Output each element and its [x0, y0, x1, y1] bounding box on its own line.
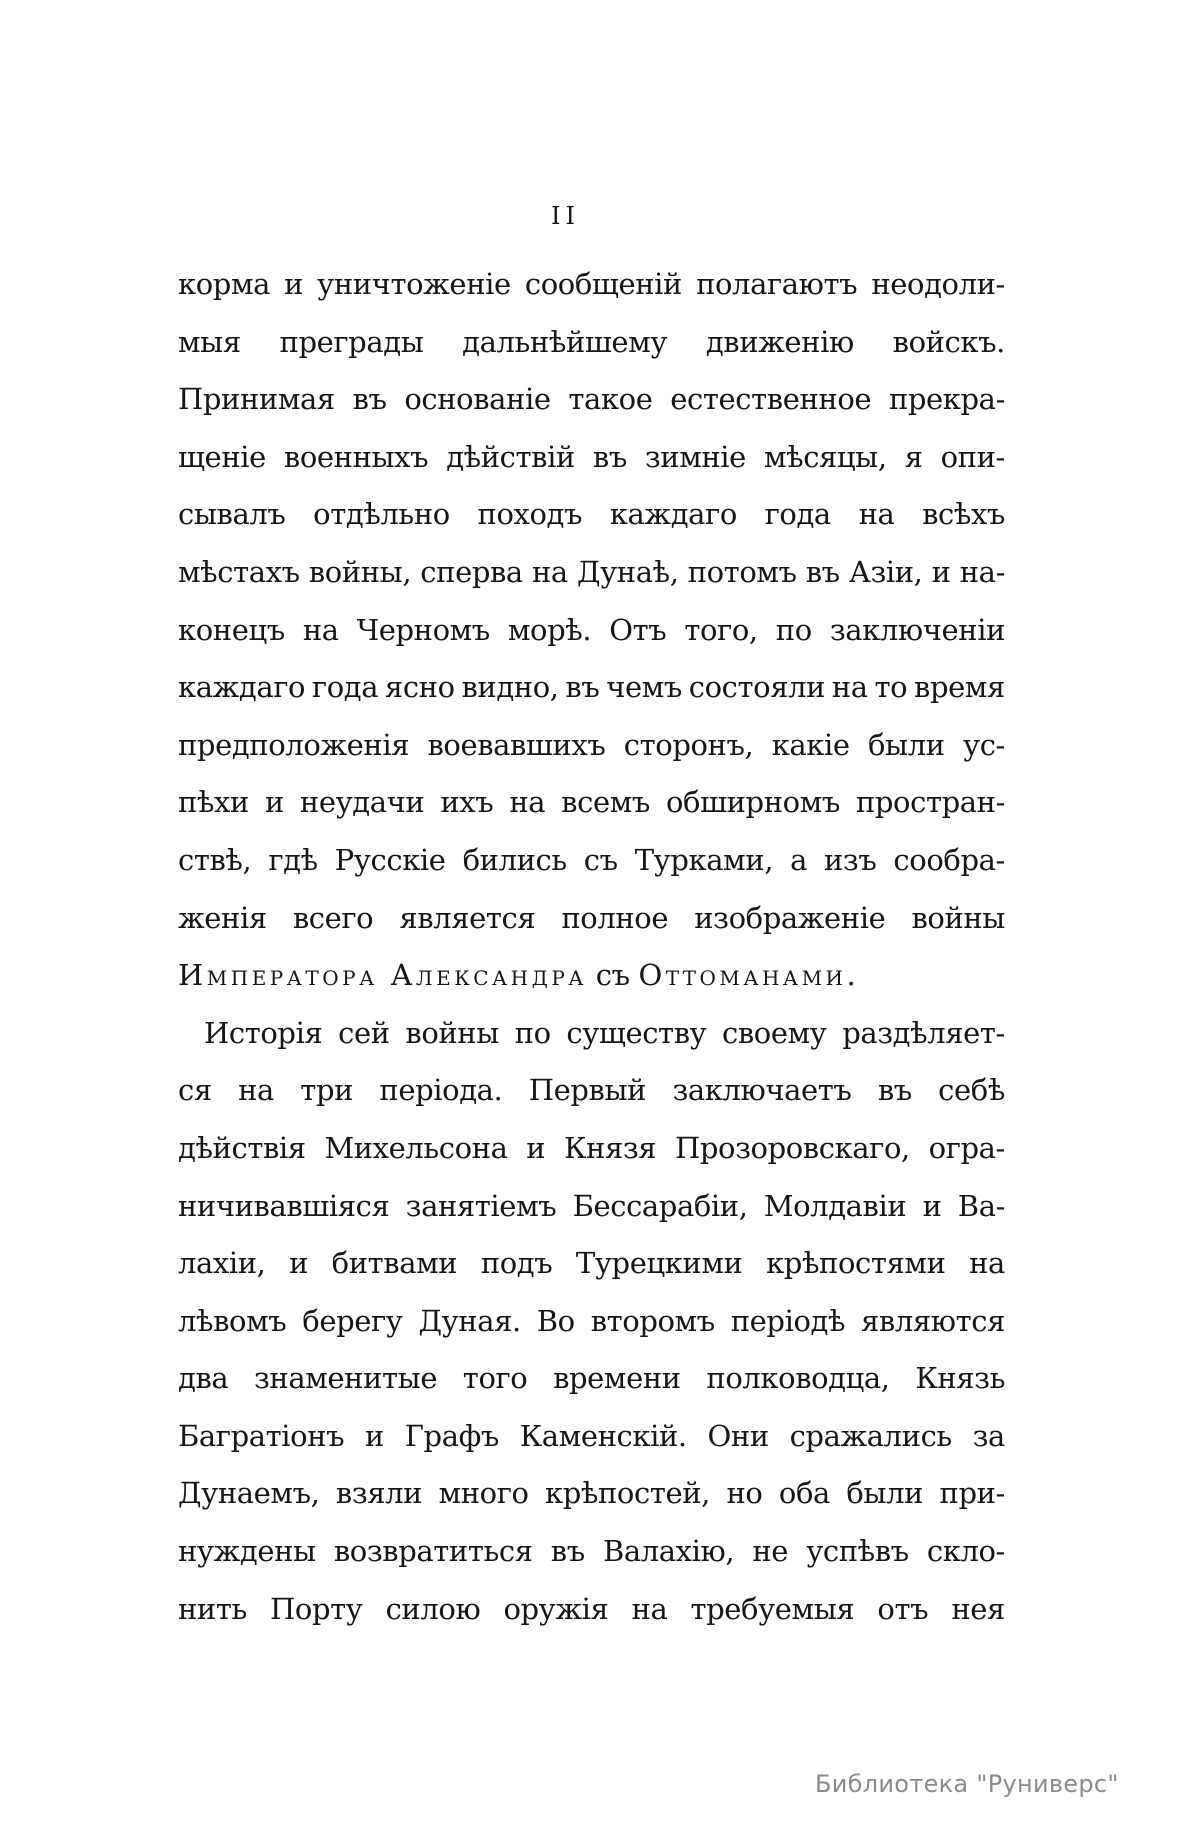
word: крѣпостями — [766, 1246, 946, 1281]
word: Дуная. — [418, 1303, 521, 1338]
word: взяли — [335, 1476, 423, 1511]
text-line — [178, 1465, 1005, 1523]
word: лахіи, — [178, 1246, 266, 1281]
text-line — [178, 659, 1005, 717]
word: на — [509, 785, 546, 820]
word: требуемыя — [690, 1591, 855, 1626]
word: женія — [178, 900, 267, 935]
word: сообщеній — [524, 267, 682, 301]
word: на — [831, 670, 868, 705]
word: Каменскій. — [519, 1418, 687, 1453]
word: дѣйствія — [178, 1130, 306, 1165]
word: занятіемъ — [405, 1188, 557, 1223]
word: Отъ — [609, 612, 667, 647]
word: сторонъ, — [623, 727, 754, 762]
word: мѣстахъ — [178, 554, 300, 589]
word: берегу — [302, 1303, 403, 1338]
word: были — [868, 727, 945, 762]
word: Бессарабіи, — [572, 1188, 748, 1223]
word: полное — [561, 900, 669, 935]
word: по — [514, 1015, 551, 1050]
word: крѣпостей, — [545, 1476, 710, 1511]
word: Черномъ — [356, 612, 490, 647]
word: сообра- — [893, 842, 1005, 877]
word: въ — [877, 1073, 912, 1108]
word: на — [858, 497, 895, 532]
word: съ — [583, 842, 618, 877]
text-line — [178, 1062, 1005, 1120]
word: года — [764, 497, 831, 532]
word: мѣсяцы, — [763, 439, 887, 474]
word: зимніе — [644, 439, 746, 474]
word: время — [914, 670, 1005, 705]
word: огра- — [928, 1130, 1005, 1165]
word: и — [922, 1188, 942, 1223]
word: каждаго — [609, 497, 737, 532]
text-line — [178, 371, 1005, 429]
word: въ — [352, 382, 387, 417]
runivers-watermark: Библиотека "Руниверс" — [815, 1770, 1119, 1798]
word: за — [972, 1418, 1005, 1453]
word: на- — [959, 554, 1005, 589]
word: ихъ — [440, 785, 494, 820]
word: себѣ — [938, 1073, 1005, 1108]
word: Во — [536, 1303, 575, 1338]
word: потомъ — [687, 554, 797, 589]
word: ствѣ, — [178, 842, 252, 877]
word: лѣвомъ — [178, 1303, 287, 1338]
word: опи- — [940, 439, 1005, 474]
word: обширномъ — [665, 785, 840, 820]
word: на — [631, 1591, 668, 1626]
word: не — [752, 1534, 789, 1569]
word: Принимая — [178, 382, 335, 417]
word: пѣхи — [178, 785, 249, 820]
word: успѣвъ — [806, 1534, 909, 1569]
word: дѣйствій — [446, 439, 575, 474]
word: полководца, — [706, 1361, 890, 1396]
word: всемъ — [561, 785, 650, 820]
word: сражались — [789, 1418, 952, 1453]
word: и — [365, 1418, 384, 1453]
word: періодѣ — [730, 1303, 846, 1338]
word: были — [846, 1476, 924, 1511]
smallcaps-text: Оттоманами. — [638, 958, 860, 993]
word: Багратіонъ — [178, 1418, 345, 1453]
word: и — [931, 554, 951, 589]
word: силою — [385, 1591, 481, 1626]
word: на — [302, 612, 339, 647]
word: много — [438, 1476, 529, 1511]
text-line — [178, 717, 1005, 775]
word: Михельсона — [324, 1130, 508, 1165]
word: уничтоженіе — [317, 267, 511, 301]
word: каждаго — [178, 670, 306, 705]
word: битвами — [331, 1246, 458, 1281]
word: отъ — [877, 1591, 929, 1626]
word: своему — [722, 1015, 827, 1050]
word: отдѣльно — [313, 497, 450, 532]
word: Русскіе — [334, 842, 446, 877]
plain-text: съ — [586, 958, 639, 993]
word: простран- — [855, 785, 1005, 820]
word: при- — [939, 1476, 1005, 1511]
text-line — [178, 1120, 1005, 1178]
word: два — [178, 1361, 229, 1396]
word: раздѣляет- — [842, 1015, 1005, 1050]
word: ничивавшіяся — [178, 1188, 390, 1223]
word: Первый — [528, 1073, 647, 1108]
text-line — [178, 544, 1005, 602]
word: на — [531, 554, 568, 589]
word: сывалъ — [178, 497, 286, 532]
word: въ — [805, 554, 840, 589]
text-line — [178, 774, 1005, 832]
text-line — [178, 1523, 1005, 1581]
word: естественное — [670, 382, 872, 417]
word: но — [726, 1476, 763, 1511]
word: и — [284, 267, 304, 301]
word: Валахію, — [602, 1534, 735, 1569]
word: бились — [462, 842, 567, 877]
word: на — [969, 1246, 1005, 1281]
text-line — [178, 1178, 1005, 1236]
text-line — [178, 1293, 1005, 1351]
text-line — [178, 1235, 1005, 1293]
word: въ — [565, 670, 600, 705]
word: прекра- — [888, 382, 1005, 417]
word: оружія — [503, 1591, 609, 1626]
word: Турками, — [634, 842, 774, 877]
word: того, — [684, 612, 758, 647]
word: Азіи, — [848, 554, 923, 589]
word: какіе — [771, 727, 850, 762]
word: второмъ — [590, 1303, 715, 1338]
word: Ва- — [957, 1188, 1005, 1223]
word: Турецкими — [575, 1246, 743, 1281]
word: и — [264, 785, 284, 820]
word: Исторія — [204, 1015, 323, 1050]
word: Князь — [915, 1361, 1005, 1396]
text-line — [178, 890, 1005, 948]
word: знаменитые — [253, 1361, 438, 1396]
word: и — [289, 1246, 309, 1281]
word: Дунаѣ, — [576, 554, 679, 589]
word: конецъ — [178, 612, 285, 647]
word: являются — [861, 1303, 1005, 1338]
word: нить — [178, 1591, 247, 1626]
word: ус- — [963, 727, 1005, 762]
word: является — [399, 900, 536, 935]
word: подъ — [480, 1246, 553, 1281]
word: всѣхъ — [922, 497, 1005, 532]
word: войскъ. — [892, 324, 1005, 359]
word: возвратиться — [333, 1534, 533, 1569]
word: дальнѣйшему — [462, 324, 668, 359]
word: ся — [178, 1073, 212, 1108]
word: военныхъ — [283, 439, 429, 474]
word: корма — [178, 267, 270, 301]
word: года — [311, 670, 379, 705]
word: Прозоровскаго, — [674, 1130, 910, 1165]
word: Они — [707, 1418, 769, 1453]
word: преграды — [279, 324, 424, 359]
word: три — [300, 1073, 354, 1108]
text-line — [178, 1350, 1005, 1408]
word: времени — [553, 1361, 681, 1396]
word: изъ — [823, 842, 877, 877]
word: скло- — [926, 1534, 1005, 1569]
word: по — [775, 612, 812, 647]
word: мыя — [178, 324, 241, 359]
page-number: II — [551, 202, 580, 230]
word: и — [526, 1130, 546, 1165]
word: всего — [292, 900, 374, 935]
word: гдѣ — [268, 842, 318, 877]
word: походъ — [477, 497, 583, 532]
text-line — [178, 486, 1005, 544]
word: войны, — [308, 554, 412, 589]
word: а — [790, 842, 807, 877]
word: Дунаемъ, — [178, 1476, 320, 1511]
word: полагаютъ — [696, 267, 858, 301]
body-text — [178, 256, 1005, 1638]
smallcaps-text: Императора Александра — [178, 958, 587, 993]
word: сей — [338, 1015, 390, 1050]
word: Молдавіи — [763, 1188, 907, 1223]
word: нея — [951, 1591, 1005, 1626]
word: такое — [568, 382, 653, 417]
word: состояли — [688, 670, 826, 705]
word: войны — [911, 900, 1005, 935]
word: морѣ. — [507, 612, 592, 647]
word: Графъ — [404, 1418, 499, 1453]
word: войны — [405, 1015, 499, 1050]
word: ясно — [384, 670, 455, 705]
word: предположенія — [178, 727, 410, 762]
word: заключеніи — [829, 612, 1005, 647]
text-line — [178, 314, 1005, 372]
text-line — [178, 947, 1005, 1005]
text-line — [178, 429, 1005, 487]
word: видно, — [461, 670, 559, 705]
text-line — [178, 1408, 1005, 1466]
word: неудачи — [299, 785, 425, 820]
word: то — [874, 670, 908, 705]
word: того — [462, 1361, 528, 1396]
word: щеніе — [178, 439, 266, 474]
text-line — [178, 1581, 1005, 1639]
word: чемъ — [606, 670, 682, 705]
word: сперва — [420, 554, 523, 589]
word: періода. — [379, 1073, 503, 1108]
word: заключаетъ — [672, 1073, 852, 1108]
word: движенію — [705, 324, 854, 359]
word: воевавшихъ — [427, 727, 606, 762]
word: нуждены — [178, 1534, 316, 1569]
word: оба — [778, 1476, 830, 1511]
word: на — [238, 1073, 274, 1108]
word: въ — [550, 1534, 585, 1569]
text-line — [178, 602, 1005, 660]
word: я — [904, 439, 923, 474]
word: основаніе — [404, 382, 551, 417]
word: Порту — [270, 1591, 363, 1626]
word: существу — [566, 1015, 707, 1050]
word: въ — [592, 439, 627, 474]
text-line — [178, 256, 1005, 314]
word: неодоли- — [871, 267, 1005, 301]
word: изображеніе — [694, 900, 886, 935]
word: Князя — [564, 1130, 657, 1165]
text-line — [178, 1005, 1005, 1063]
text-line — [178, 832, 1005, 890]
